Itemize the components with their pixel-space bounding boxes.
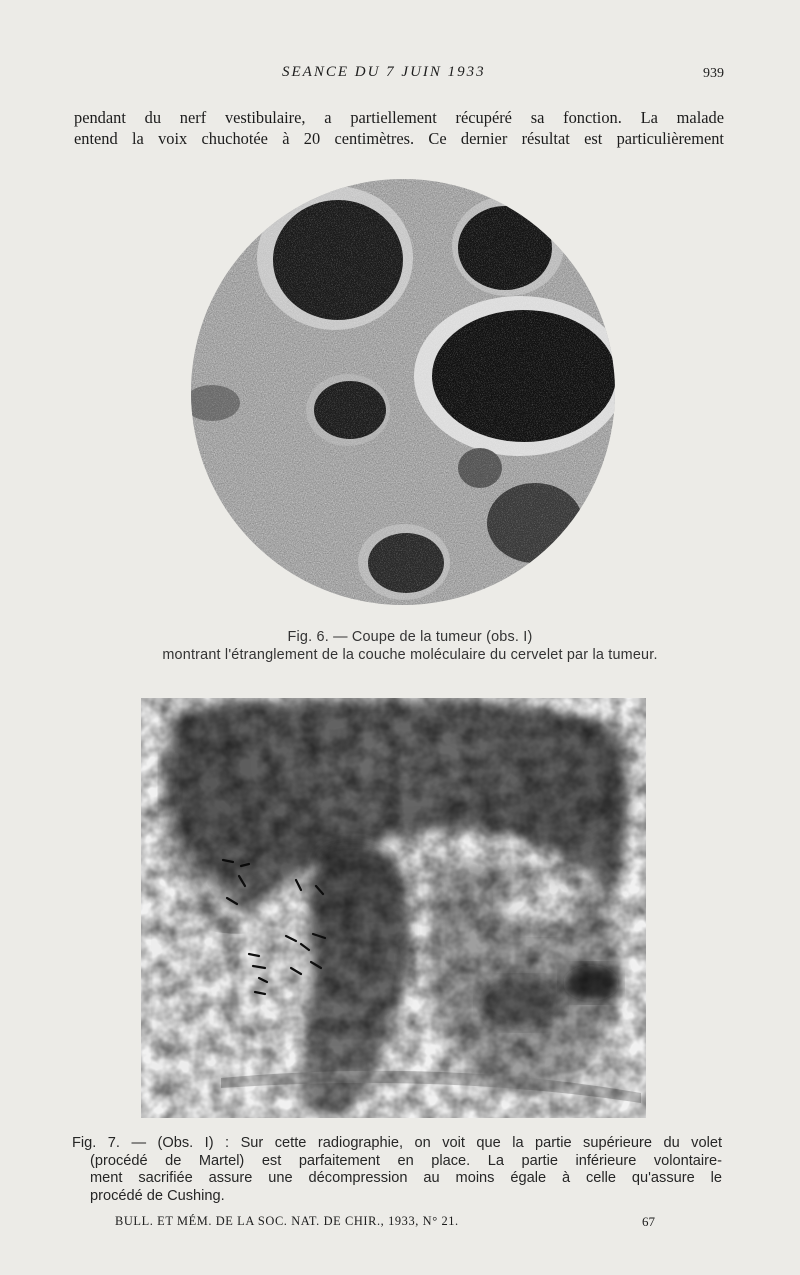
body-line: entend la voix chuchotée à 20 centimètres. Ce dernier résultat est particulièrement xyxy=(74,129,724,148)
body-line: pendant du nerf vestibulaire, a partiellement récupéré sa fonction. La malade xyxy=(74,108,724,127)
footer-citation: BULL. ET MÉM. DE LA SOC. NAT. DE CHIR., 1933, N° 21. xyxy=(115,1214,459,1228)
caption-line: ment sacrifiée assure une décompression au moins égale à celle qu'assure le xyxy=(90,1170,722,1186)
running-head xyxy=(0,64,800,86)
footer-sheet-number: 67 xyxy=(642,1214,655,1229)
caption-line: (procédé de Martel) est parfaitement en place. La partie inférieure volontaire- xyxy=(90,1152,722,1169)
running-title: SEANCE DU 7 JUIN 1933 xyxy=(282,64,486,80)
caption-line: montrant l'étranglement de la couche moléculaire du cervelet par la tumeur. xyxy=(162,647,658,663)
caption-line: Fig. 7. — (Obs. I) : Sur cette radiographie, on voit que la partie supérieure du volet xyxy=(72,1135,722,1151)
caption-line: Fig. 6. — Coupe de la tumeur (obs. I) xyxy=(287,629,533,645)
figure-6-caption xyxy=(60,628,760,664)
figure-7-caption xyxy=(72,1135,722,1205)
page-footer xyxy=(0,1214,800,1234)
figure-6-micrograph xyxy=(190,178,616,606)
page-number: 939 xyxy=(703,66,724,81)
caption-line: procédé de Cushing. xyxy=(90,1187,225,1204)
figure-7-radiograph xyxy=(141,698,646,1118)
body-paragraph xyxy=(74,107,724,149)
